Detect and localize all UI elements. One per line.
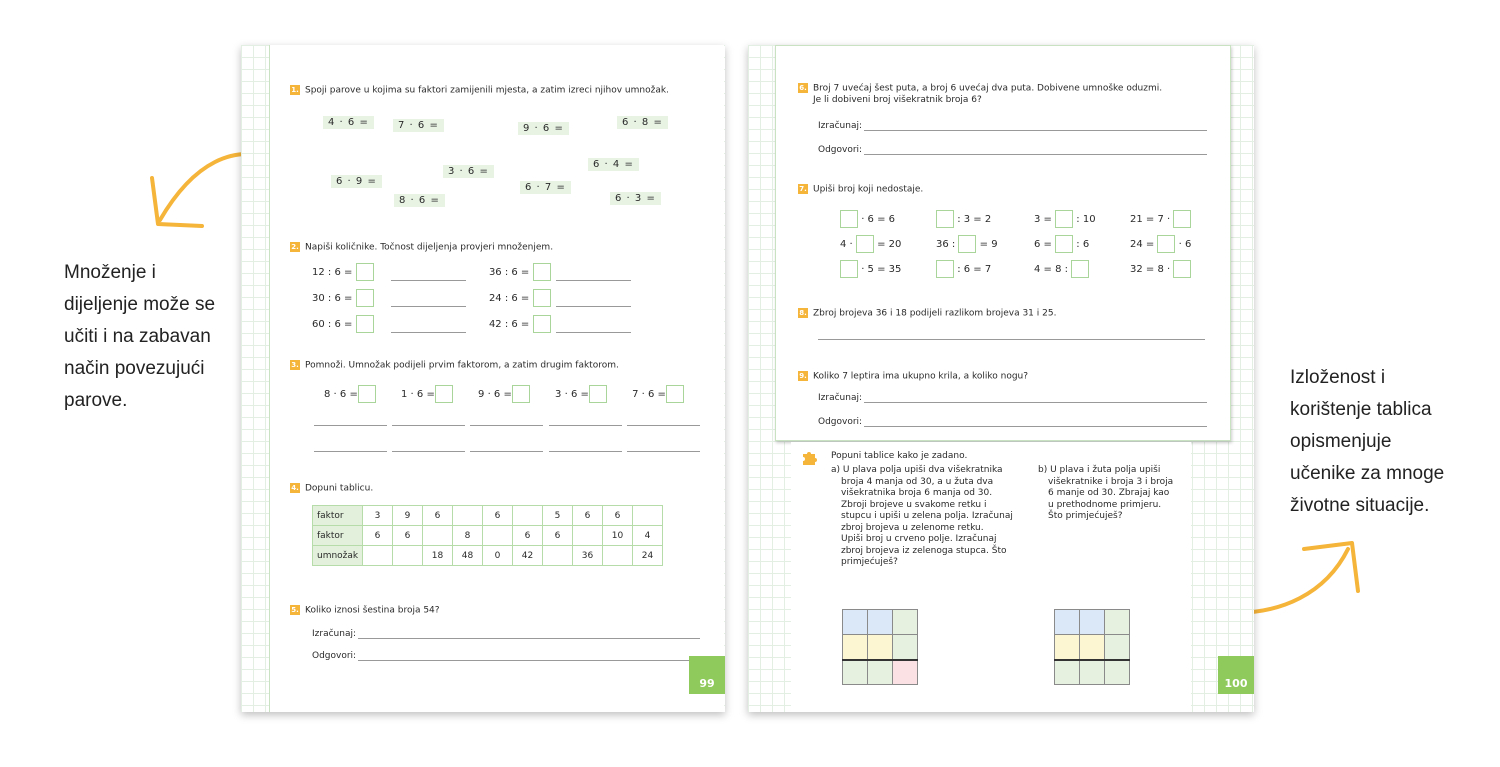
equation-text: : 6 (1076, 239, 1090, 250)
equation-text: 4 · (840, 239, 853, 250)
green-cell[interactable] (1105, 660, 1130, 685)
answer-line[interactable] (864, 426, 1207, 427)
yellow-cell[interactable] (843, 635, 868, 660)
answer-box[interactable] (533, 263, 551, 281)
answer-label: Odgovori: (312, 651, 357, 661)
answer-box[interactable] (840, 260, 858, 278)
missing-number-row (1034, 260, 1089, 278)
equation-text: · 5 = 35 (861, 264, 902, 275)
calc-label: Izračunaj: (818, 393, 862, 403)
instruction-line: broja 4 manja od 30, a u žuta dva (841, 476, 994, 487)
answer-line[interactable] (470, 451, 543, 452)
puzzle-title: Popuni tablice kako je zadano. (831, 451, 968, 461)
answer-row (818, 329, 1205, 340)
check-line[interactable] (391, 280, 466, 281)
instruction-line: primjećuješ? (841, 557, 898, 567)
calc-line[interactable] (358, 638, 700, 639)
task-5 (290, 605, 440, 616)
puzzle-instructions-b (1038, 465, 1188, 523)
table-cell[interactable]: 0 (483, 546, 513, 566)
task-text: Broj 7 uvećaj šest puta, a broj 6 uvećaj dva puta. Dobivene umnoške oduzmi. (813, 83, 1163, 94)
task-number: 3. (291, 361, 299, 369)
check-line[interactable] (391, 332, 466, 333)
magic-grid-a (842, 609, 918, 685)
table-cell[interactable]: 6 (573, 506, 603, 526)
green-cell[interactable] (1105, 610, 1130, 635)
check-line[interactable] (556, 280, 631, 281)
grid-row (843, 660, 918, 685)
calc-line[interactable] (864, 130, 1207, 131)
answer-line[interactable] (314, 451, 387, 452)
task-number: 7. (799, 185, 807, 193)
table-row (313, 526, 663, 546)
task-4 (290, 483, 373, 494)
division-expr: 42 : 6 = (488, 319, 530, 330)
green-cell[interactable] (893, 635, 918, 660)
note-line: korištenje tablica (1290, 399, 1432, 420)
instruction-line: Zbroji brojeve u svakome retku i (841, 499, 987, 510)
missing-number-row (840, 260, 901, 278)
multiply-expr: 8 · 6 = (324, 389, 358, 400)
answer-box[interactable] (666, 385, 684, 403)
answer-box[interactable] (1173, 210, 1191, 228)
answer-line[interactable] (627, 425, 700, 426)
green-cell[interactable] (868, 660, 893, 685)
answer-label: Odgovori: (818, 417, 863, 427)
instruction-line: Što primjećuješ? (1048, 511, 1123, 521)
answer-line[interactable] (358, 660, 700, 661)
table-cell[interactable] (363, 546, 393, 566)
missing-number-row (1130, 210, 1191, 228)
table-cell[interactable]: 4 (633, 526, 663, 546)
table-cell[interactable] (393, 546, 423, 566)
note-line: učenike za mnoge (1290, 463, 1445, 484)
page-number: 99 (689, 656, 725, 694)
magic-grid-b (1054, 609, 1130, 685)
product-chip[interactable]: 3 · 6 = (443, 165, 494, 178)
task-8 (798, 308, 1056, 319)
calc-label: Izračunaj: (818, 121, 862, 131)
calc-label: Izračunaj: (312, 629, 356, 639)
product-chip[interactable]: 6 · 7 = (520, 181, 571, 194)
yellow-cell[interactable] (868, 635, 893, 660)
answer-lines (314, 441, 700, 452)
missing-number-row (840, 210, 895, 228)
table-cell[interactable]: 3 (363, 506, 393, 526)
task-number: 2. (291, 243, 299, 251)
instruction-line: zbroj brojeva iz zelenoga stupca. Što (841, 545, 1007, 556)
table-cell[interactable]: 8 (453, 526, 483, 546)
table-cell[interactable]: 5 (543, 506, 573, 526)
product-chip[interactable]: 7 · 6 = (393, 119, 444, 132)
division-expr: 12 : 6 = (312, 267, 353, 278)
answer-box[interactable] (856, 235, 874, 253)
equation-text: : 6 = 7 (957, 264, 992, 275)
instruction-line: u prethodnome primjeru. (1048, 499, 1162, 510)
equation-text: : 10 (1076, 214, 1096, 225)
task-6 (798, 83, 1162, 94)
answer-box[interactable] (533, 315, 551, 333)
table-cell[interactable] (603, 546, 633, 566)
task-text: Koliko iznosi šestina broja 54? (305, 605, 440, 616)
table-cell[interactable] (543, 546, 573, 566)
equation-text: · 6 (1178, 239, 1192, 250)
table-cell[interactable]: 6 (483, 506, 513, 526)
table-cell[interactable]: 10 (603, 526, 633, 546)
multiply-row (324, 385, 684, 403)
answer-line[interactable] (549, 451, 622, 452)
task-2 (290, 242, 553, 253)
table-cell[interactable]: 6 (513, 526, 543, 546)
note-line: način povezujući (64, 358, 205, 379)
table-cell[interactable]: 6 (603, 506, 633, 526)
table-cell[interactable]: 42 (513, 546, 543, 566)
instruction-line: stupcu i upiši u zelena polja. Izračunaj (841, 511, 1013, 521)
missing-number-row (1034, 235, 1089, 253)
task-number: 8. (799, 309, 807, 317)
answer-line[interactable] (818, 339, 1205, 340)
blue-cell[interactable] (1080, 610, 1105, 635)
task-6-line2: Je li dobiveni broj višekratnik broja 6? (813, 95, 982, 105)
task-text: Pomnoži. Umnožak podijeli prvim faktorom, a zatim drugim faktorom. (305, 360, 619, 371)
answer-box[interactable] (512, 385, 530, 403)
note-line: životne situacije. (1290, 495, 1430, 516)
note-line: opismenjuje (1290, 431, 1392, 452)
multiply-expr: 3 · 6 = (555, 389, 589, 400)
page-left (241, 45, 725, 712)
division-expr: 24 : 6 = (488, 293, 530, 304)
product-chip[interactable]: 6 · 8 = (617, 116, 668, 129)
answer-line[interactable] (314, 425, 387, 426)
answer-line[interactable] (864, 154, 1207, 155)
division-row (312, 289, 631, 307)
page-right (748, 45, 1254, 712)
equation-text: 6 = (1034, 239, 1052, 250)
answer-box[interactable] (435, 385, 453, 403)
grid-row (1055, 635, 1130, 660)
product-chip[interactable]: 9 · 6 = (518, 122, 569, 135)
answer-box[interactable] (358, 385, 376, 403)
puzzle-piece-icon (801, 450, 817, 466)
table-cell[interactable]: 6 (543, 526, 573, 546)
equation-text: = 9 (979, 239, 998, 250)
task-number: 6. (799, 84, 807, 92)
answer-line[interactable] (470, 425, 543, 426)
blue-cell[interactable] (843, 610, 868, 635)
answer-box[interactable] (936, 260, 954, 278)
task-7 (798, 184, 923, 195)
answer-line[interactable] (392, 451, 465, 452)
table-cell[interactable] (633, 506, 663, 526)
grid-row (843, 610, 918, 635)
missing-number-row (936, 260, 991, 278)
answer-box[interactable] (533, 289, 551, 307)
table-row (313, 506, 663, 526)
table-cell[interactable] (483, 526, 513, 546)
missing-number-row (936, 235, 998, 253)
table-cell[interactable] (513, 506, 543, 526)
table-cell[interactable]: 6 (393, 526, 423, 546)
multiply-expr: 7 · 6 = (632, 389, 666, 400)
answer-box[interactable] (1055, 235, 1073, 253)
table-cell[interactable]: 6 (363, 526, 393, 546)
equation-text: = 20 (877, 239, 902, 250)
missing-number-row (1130, 260, 1191, 278)
table-cell[interactable]: 18 (423, 546, 453, 566)
instruction-line: zbroj brojeva u zelenome retku. (841, 522, 984, 533)
check-line[interactable] (391, 306, 466, 307)
missing-number-row (936, 210, 991, 228)
instruction-line: a) U plava polja upiši dva višekratnika (831, 465, 1003, 475)
table-cell[interactable] (573, 526, 603, 546)
table-cell[interactable]: 48 (453, 546, 483, 566)
task-text: Upiši broj koji nedostaje. (813, 184, 924, 195)
task-text: Dopuni tablicu. (305, 483, 374, 494)
missing-number-row (1034, 210, 1096, 228)
answer-row (818, 417, 1207, 427)
task-text: Napiši količnike. Točnost dijeljenja provjeri množenjem. (305, 242, 554, 253)
instruction-line: 6 manje od 30. Zbrajaj kao (1048, 488, 1170, 498)
table-cell[interactable] (423, 526, 453, 546)
table-cell[interactable]: 6 (423, 506, 453, 526)
multiply-expr: 9 · 6 = (478, 389, 512, 400)
division-row (312, 315, 631, 333)
equation-text: 32 = 8 · (1130, 264, 1171, 275)
task-number: 5. (291, 606, 299, 614)
division-expr: 60 : 6 = (312, 319, 353, 330)
yellow-cell[interactable] (1055, 635, 1080, 660)
equation-text: · 6 = 6 (861, 214, 896, 225)
page-number: 100 (1218, 656, 1254, 694)
answer-box[interactable] (958, 235, 976, 253)
product-chip[interactable]: 6 · 9 = (331, 175, 382, 188)
grid-row (1055, 660, 1130, 685)
table-cell[interactable]: 36 (573, 546, 603, 566)
answer-box[interactable] (589, 385, 607, 403)
task-1 (290, 85, 669, 96)
note-line: učiti i na zabavan (64, 326, 211, 347)
answer-row (818, 145, 1207, 155)
answer-label: Odgovori: (818, 145, 863, 155)
division-expr: 30 : 6 = (312, 293, 353, 304)
task-3 (290, 360, 619, 371)
calc-line[interactable] (864, 402, 1207, 403)
task-text: Koliko 7 leptira ima ukupno krila, a koliko nogu? (813, 371, 1029, 382)
answer-box[interactable] (1055, 210, 1073, 228)
task-text: Zbroj brojeva 36 i 18 podijeli razlikom brojeva 31 i 25. (813, 308, 1057, 319)
equation-text: 4 = 8 : (1034, 264, 1069, 275)
table-cell[interactable] (453, 506, 483, 526)
instruction-line: b) U plava i žuta polja upiši (1038, 465, 1161, 475)
instruction-line: Upiši broj u crveno polje. Izračunaj (841, 534, 997, 544)
task-number: 1. (291, 86, 299, 94)
answer-box[interactable] (356, 289, 374, 307)
green-cell[interactable] (893, 610, 918, 635)
green-cell[interactable] (1055, 660, 1080, 685)
page-sheet (775, 45, 1231, 441)
answer-box[interactable] (356, 315, 374, 333)
answer-line[interactable] (549, 425, 622, 426)
answer-box[interactable] (1071, 260, 1089, 278)
green-cell[interactable] (843, 660, 868, 685)
check-line[interactable] (556, 306, 631, 307)
green-cell[interactable] (1105, 635, 1130, 660)
note-line: dijeljenje može se (64, 294, 216, 315)
calc-row (818, 121, 1207, 131)
row-header: umnožak (313, 546, 363, 566)
equation-text: : 3 = 2 (957, 214, 992, 225)
product-chip[interactable]: 8 · 6 = (394, 194, 445, 207)
answer-box[interactable] (1173, 260, 1191, 278)
yellow-cell[interactable] (1080, 635, 1105, 660)
answer-line[interactable] (392, 425, 465, 426)
row-header: faktor (313, 526, 363, 546)
grid-row (843, 635, 918, 660)
task-number: 9. (799, 372, 807, 380)
red-cell[interactable] (893, 660, 918, 685)
table-row (313, 546, 663, 566)
division-expr: 36 : 6 = (488, 267, 530, 278)
equation-text: 36 : (936, 239, 956, 250)
green-cell[interactable] (1080, 660, 1105, 685)
grid-row (1055, 610, 1130, 635)
answer-box[interactable] (840, 210, 858, 228)
product-chip[interactable]: 6 · 4 = (588, 158, 639, 171)
puzzle-instructions-a (831, 465, 1031, 569)
side-note-left (64, 257, 215, 417)
missing-number-row (1130, 235, 1191, 253)
calc-row (312, 629, 700, 639)
blue-cell[interactable] (868, 610, 893, 635)
division-row (312, 263, 631, 281)
instruction-line: višekratnika broja 6 manja od 30. (841, 488, 993, 498)
equation-text: 3 = (1034, 214, 1052, 225)
task-number: 4. (291, 484, 299, 492)
blue-cell[interactable] (1055, 610, 1080, 635)
note-line: Izloženost i (1290, 367, 1386, 388)
table-cell[interactable]: 9 (393, 506, 423, 526)
answer-row (312, 651, 700, 661)
note-line: parove. (64, 390, 128, 411)
answer-lines (314, 415, 700, 426)
note-line: Množenje i (64, 262, 156, 283)
product-chip[interactable]: 4 · 6 = (323, 116, 374, 129)
answer-box[interactable] (936, 210, 954, 228)
side-note-right (1290, 362, 1444, 522)
equation-text: 21 = 7 · (1130, 214, 1171, 225)
table-cell[interactable]: 24 (633, 546, 663, 566)
multiplication-table (312, 505, 663, 566)
product-chip[interactable]: 6 · 3 = (610, 192, 661, 205)
check-line[interactable] (556, 332, 631, 333)
puzzle-section (791, 442, 1191, 712)
answer-line[interactable] (627, 451, 700, 452)
row-header: faktor (313, 506, 363, 526)
page-sheet (269, 45, 724, 712)
calc-row (818, 393, 1207, 403)
instruction-line: višekratnike i broja 3 i broja (1048, 476, 1174, 487)
task-text: Spoji parove u kojima su faktori zamijenili mjesta, a zatim izreci njihov umnožak. (305, 85, 669, 96)
task-9 (798, 371, 1028, 382)
answer-box[interactable] (1157, 235, 1175, 253)
equation-text: 24 = (1130, 239, 1155, 250)
multiply-expr: 1 · 6 = (401, 389, 435, 400)
answer-box[interactable] (356, 263, 374, 281)
missing-number-row (840, 235, 901, 253)
